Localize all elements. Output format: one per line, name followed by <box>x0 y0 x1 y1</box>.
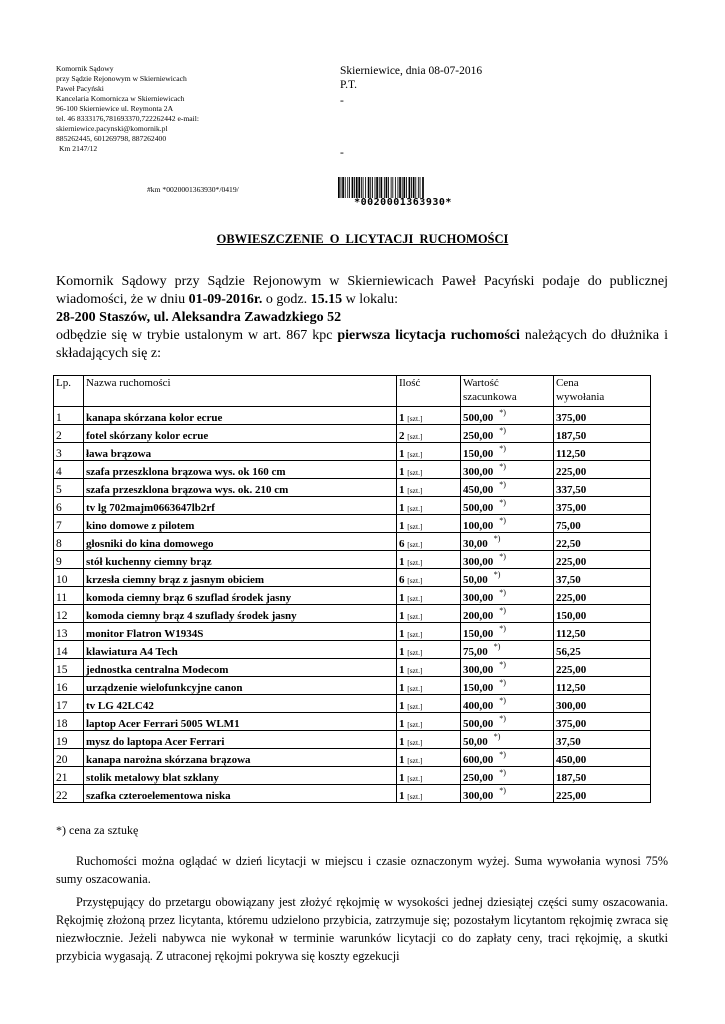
qty-value: 1 <box>399 700 405 712</box>
row-lp: 8 <box>54 533 84 551</box>
row-lp: 16 <box>54 677 84 695</box>
col-price <box>554 376 651 407</box>
unit-label: [szt.] <box>407 540 423 549</box>
qty-value: 2 <box>399 430 405 442</box>
unit-label: [szt.] <box>407 630 423 639</box>
row-value <box>461 749 554 767</box>
row-qty <box>397 551 461 569</box>
intro-text: Komornik Sądowy przy Sądzie Rejonowym w Skierniewicach Paweł Pacyński podaje do publicznej wiadomości, że w dniu <box>56 274 668 307</box>
row-name: tv LG 42LC42 <box>84 695 397 713</box>
value-amount: 150,00 <box>463 682 494 694</box>
unit-label: [szt.] <box>407 450 423 459</box>
unit-label: [szt.] <box>407 522 423 531</box>
bailiff-line: tel. 46 8333176,781693370,722262442 e-mail: <box>56 114 200 124</box>
value-amount: 300,00 <box>463 664 494 676</box>
value-amount: 30,00 <box>463 538 488 550</box>
unit-label: [szt.] <box>407 414 423 423</box>
row-price: 337,50 <box>554 479 651 497</box>
row-name: tv lg 702majm0663647lb2rf <box>84 497 397 515</box>
bailiff-line: skierniewice.pacynski@komornik.pl <box>56 124 168 134</box>
row-qty <box>397 569 461 587</box>
qty-value: 1 <box>399 736 405 748</box>
table-row <box>54 767 651 785</box>
table-row <box>54 515 651 533</box>
intro-text: odbędzie się w trybie ustalonym w art. 867 kpc <box>56 328 338 343</box>
row-lp: 6 <box>54 497 84 515</box>
row-lp: 10 <box>54 569 84 587</box>
row-price: 375,00 <box>554 497 651 515</box>
unit-label: [szt.] <box>407 720 423 729</box>
row-qty <box>397 515 461 533</box>
qty-value: 1 <box>399 448 405 460</box>
row-qty <box>397 785 461 803</box>
unit-label: [szt.] <box>407 594 423 603</box>
table-row <box>54 425 651 443</box>
unit-label: [szt.] <box>407 612 423 621</box>
row-value <box>461 587 554 605</box>
qty-value: 1 <box>399 682 405 694</box>
value-amount: 400,00 <box>463 700 494 712</box>
row-price: 225,00 <box>554 551 651 569</box>
value-amount: 300,00 <box>463 592 494 604</box>
row-qty <box>397 533 461 551</box>
row-name: szafka czteroelementowa niska <box>84 785 397 803</box>
row-qty <box>397 605 461 623</box>
row-lp: 19 <box>54 731 84 749</box>
table-row <box>54 677 651 695</box>
table-row <box>54 623 651 641</box>
dash: - <box>340 95 344 107</box>
row-value <box>461 695 554 713</box>
place-date: Skierniewice, dnia 08-07-2016 <box>340 65 483 77</box>
row-name: krzesła ciemny brąz z jasnym obiciem <box>84 569 397 587</box>
row-price: 187,50 <box>554 425 651 443</box>
row-qty <box>397 641 461 659</box>
row-lp: 13 <box>54 623 84 641</box>
per-unit-marker: *) <box>499 714 506 723</box>
qty-value: 1 <box>399 592 405 604</box>
per-unit-marker: *) <box>499 516 506 525</box>
row-value <box>461 407 554 425</box>
table-row <box>54 587 651 605</box>
row-qty <box>397 767 461 785</box>
row-qty <box>397 623 461 641</box>
deposit-text: Przystępujący do przetargu obowiązany jest złożyć rękojmię w wysokości jednej dziesiątej części sumy oszacowania. Rękojmię złożoną przez licytanta, któremu udzielono przybicia, zatrzymuje się; pozostałym licytantom rękojmię zwraca się niezwłocznie. Jeżeli nabywca nie wykonał w terminie warunków licytacji co do zapłaty ceny, traci rękojmię, a skutki przybicia wygasają. Z utraconej rękojmi pokrywa się koszty egzekucji <box>56 895 668 963</box>
row-price: 187,50 <box>554 767 651 785</box>
row-value <box>461 713 554 731</box>
table-row <box>54 731 651 749</box>
row-value <box>461 461 554 479</box>
row-value <box>461 605 554 623</box>
bailiff-line: przy Sądzie Rejonowym w Skierniewicach <box>56 74 187 84</box>
table-row <box>54 569 651 587</box>
row-qty <box>397 497 461 515</box>
row-lp: 17 <box>54 695 84 713</box>
row-price: 56,25 <box>554 641 651 659</box>
document-title: OBWIESZCZENIE O LICYTACJI RUCHOMOŚCI <box>216 232 509 246</box>
recipient-pt: P.T. <box>340 79 358 91</box>
row-name: jednostka centralna Modecom <box>84 659 397 677</box>
per-unit-marker: *) <box>499 552 506 561</box>
row-value <box>461 659 554 677</box>
bailiff-line: Paweł Pacyński <box>56 84 104 94</box>
row-price: 225,00 <box>554 461 651 479</box>
row-qty <box>397 587 461 605</box>
row-lp: 12 <box>54 605 84 623</box>
value-amount: 150,00 <box>463 448 494 460</box>
row-lp: 11 <box>54 587 84 605</box>
table-row <box>54 533 651 551</box>
row-value <box>461 569 554 587</box>
unit-label: [szt.] <box>407 756 423 765</box>
row-lp: 15 <box>54 659 84 677</box>
unit-label: [szt.] <box>407 504 423 513</box>
per-unit-marker: *) <box>499 444 506 453</box>
col-name: Nazwa ruchomości <box>84 376 397 407</box>
viewing-paragraph <box>56 852 668 888</box>
row-qty <box>397 659 461 677</box>
per-unit-marker: *) <box>499 498 506 507</box>
row-qty <box>397 443 461 461</box>
per-unit-marker: *) <box>499 480 506 489</box>
table-row <box>54 659 651 677</box>
row-value <box>461 767 554 785</box>
row-price: 37,50 <box>554 569 651 587</box>
table-row <box>54 749 651 767</box>
row-lp: 22 <box>54 785 84 803</box>
row-qty <box>397 479 461 497</box>
unit-label: [szt.] <box>407 576 423 585</box>
bailiff-line: 885262445, 601269798, 887262400 <box>56 134 167 144</box>
bailiff-line: 96-100 Skierniewice ul. Reymonta 2A <box>56 104 174 114</box>
unit-label: [szt.] <box>407 468 423 477</box>
first-auction: pierwsza licytacja ruchomości <box>337 328 520 343</box>
per-unit-marker: *) <box>499 606 506 615</box>
value-amount: 250,00 <box>463 772 494 784</box>
per-unit-marker: *) <box>493 570 501 579</box>
qty-value: 1 <box>399 754 405 766</box>
per-unit-marker: *) <box>499 768 506 777</box>
intro-text: o godz. <box>262 292 311 307</box>
bailiff-header <box>56 64 199 154</box>
value-amount: 250,00 <box>463 430 494 442</box>
per-unit-marker: *) <box>499 588 506 597</box>
row-lp: 3 <box>54 443 84 461</box>
row-name: stół kuchenny ciemny brąz <box>84 551 397 569</box>
bailiff-line: Kancelaria Komornicza w Skierniewicach <box>56 94 185 104</box>
value-amount: 500,00 <box>463 718 494 730</box>
value-amount: 500,00 <box>463 502 494 514</box>
row-value <box>461 425 554 443</box>
row-price: 300,00 <box>554 695 651 713</box>
qty-value: 6 <box>399 574 405 586</box>
row-lp: 9 <box>54 551 84 569</box>
row-price: 450,00 <box>554 749 651 767</box>
unit-label: [szt.] <box>407 774 423 783</box>
row-name: ława brązowa <box>84 443 397 461</box>
row-value <box>461 533 554 551</box>
row-lp: 21 <box>54 767 84 785</box>
per-unit-marker: *) <box>499 786 506 795</box>
col-lp: Lp. <box>54 376 84 407</box>
row-value <box>461 677 554 695</box>
col-price-line2: wywołania <box>556 391 605 403</box>
qty-value: 1 <box>399 484 405 496</box>
auction-address: 28-200 Staszów, ul. Aleksandra Zawadzkiego 52 <box>56 310 342 325</box>
unit-label: [szt.] <box>407 666 423 675</box>
items-table <box>53 375 651 803</box>
table-row <box>54 443 651 461</box>
row-price: 112,50 <box>554 623 651 641</box>
qty-value: 1 <box>399 502 405 514</box>
qty-value: 1 <box>399 520 405 532</box>
row-qty <box>397 425 461 443</box>
qty-value: 1 <box>399 646 405 658</box>
qty-value: 1 <box>399 556 405 568</box>
col-value <box>461 376 554 407</box>
row-price: 375,00 <box>554 407 651 425</box>
row-price: 112,50 <box>554 443 651 461</box>
row-name: kanapa narożna skórzana brązowa <box>84 749 397 767</box>
auction-date: 01-09-2016r. <box>188 292 263 307</box>
qty-value: 1 <box>399 790 405 802</box>
table-row <box>54 461 651 479</box>
per-unit-marker: *) <box>493 732 501 741</box>
row-lp: 14 <box>54 641 84 659</box>
footnote: *) cena za sztukę <box>56 823 139 837</box>
value-amount: 500,00 <box>463 412 494 424</box>
row-qty <box>397 713 461 731</box>
value-amount: 600,00 <box>463 754 494 766</box>
qty-value: 1 <box>399 610 405 622</box>
table-row <box>54 407 651 425</box>
row-price: 225,00 <box>554 785 651 803</box>
row-name: szafa przeszklona brązowa wys. ok 160 cm <box>84 461 397 479</box>
per-unit-marker: *) <box>499 696 506 705</box>
qty-value: 1 <box>399 664 405 676</box>
value-amount: 200,00 <box>463 610 494 622</box>
qty-value: 6 <box>399 538 405 550</box>
table-row <box>54 479 651 497</box>
row-name: szafa przeszklona brązowa wys. ok. 210 cm <box>84 479 397 497</box>
table-header-row <box>54 376 651 407</box>
table-row <box>54 551 651 569</box>
row-qty <box>397 461 461 479</box>
unit-label: [szt.] <box>407 432 423 441</box>
row-lp: 20 <box>54 749 84 767</box>
unit-label: [szt.] <box>407 738 423 747</box>
row-qty <box>397 731 461 749</box>
row-name: komoda ciemny brąz 4 szuflady środek jasny <box>84 605 397 623</box>
row-lp: 4 <box>54 461 84 479</box>
dash: - <box>340 147 344 159</box>
value-amount: 300,00 <box>463 556 494 568</box>
bailiff-line: Komornik Sądowy <box>56 64 114 73</box>
per-unit-marker: *) <box>499 750 506 759</box>
row-qty <box>397 407 461 425</box>
table-row <box>54 785 651 803</box>
row-name: klawiatura A4 Tech <box>84 641 397 659</box>
row-price: 112,50 <box>554 677 651 695</box>
row-price: 75,00 <box>554 515 651 533</box>
unit-label: [szt.] <box>407 558 423 567</box>
row-qty <box>397 695 461 713</box>
row-name: głosniki do kina domowego <box>84 533 397 551</box>
col-price-line1: Cena <box>556 377 579 389</box>
row-value <box>461 497 554 515</box>
row-value <box>461 515 554 533</box>
row-value <box>461 785 554 803</box>
value-amount: 75,00 <box>463 646 488 658</box>
row-lp: 1 <box>54 407 84 425</box>
qty-value: 1 <box>399 718 405 730</box>
unit-label: [szt.] <box>407 792 423 801</box>
unit-label: [szt.] <box>407 648 423 657</box>
row-name: komoda ciemny brąz 6 szuflad środek jasny <box>84 587 397 605</box>
value-amount: 450,00 <box>463 484 494 496</box>
intro-text: w lokalu: <box>345 292 399 307</box>
intro-text: należących do dłużnika i składających się z: <box>56 328 668 361</box>
value-amount: 50,00 <box>463 736 488 748</box>
col-qty: Ilość <box>397 376 461 407</box>
row-price: 225,00 <box>554 659 651 677</box>
row-value <box>461 551 554 569</box>
per-unit-marker: *) <box>493 642 501 651</box>
row-name: monitor Flatron W1934S <box>84 623 397 641</box>
col-value-line1: Wartość <box>463 377 499 389</box>
table-row <box>54 695 651 713</box>
row-price: 225,00 <box>554 587 651 605</box>
qty-value: 1 <box>399 772 405 784</box>
per-unit-marker: *) <box>499 462 506 471</box>
unit-label: [szt.] <box>407 486 423 495</box>
row-price: 22,50 <box>554 533 651 551</box>
unit-label: [szt.] <box>407 684 423 693</box>
row-name: kino domowe z pilotem <box>84 515 397 533</box>
value-amount: 300,00 <box>463 466 494 478</box>
qty-value: 1 <box>399 412 405 424</box>
row-price: 375,00 <box>554 713 651 731</box>
qty-value: 1 <box>399 628 405 640</box>
value-amount: 300,00 <box>463 790 494 802</box>
table-row <box>54 605 651 623</box>
per-unit-marker: *) <box>499 678 506 687</box>
row-name: kanapa skórzana kolor ecrue <box>84 407 397 425</box>
row-value <box>461 623 554 641</box>
row-name: fotel skórzany kolor ecrue <box>84 425 397 443</box>
col-value-line2: szacunkowa <box>463 391 517 403</box>
row-price: 37,50 <box>554 731 651 749</box>
value-amount: 150,00 <box>463 628 494 640</box>
table-row <box>54 497 651 515</box>
auction-time: 15.15 <box>310 292 346 307</box>
row-value <box>461 479 554 497</box>
recipient-block <box>340 64 482 160</box>
per-unit-marker: *) <box>499 660 506 669</box>
row-value <box>461 641 554 659</box>
row-qty <box>397 749 461 767</box>
table-row <box>54 713 651 731</box>
row-lp: 7 <box>54 515 84 533</box>
deposit-paragraph <box>56 893 668 965</box>
unit-label: [szt.] <box>407 702 423 711</box>
per-unit-marker: *) <box>499 624 506 633</box>
intro-paragraph <box>56 273 668 363</box>
per-unit-marker: *) <box>499 426 506 435</box>
row-name: urządzenie wielofunkcyjne canon <box>84 677 397 695</box>
value-amount: 100,00 <box>463 520 494 532</box>
table-row <box>54 641 651 659</box>
case-number: Km 2147/12 <box>59 144 98 154</box>
row-price: 150,00 <box>554 605 651 623</box>
row-name: laptop Acer Ferrari 5005 WLM1 <box>84 713 397 731</box>
row-lp: 2 <box>54 425 84 443</box>
viewing-text: Ruchomości można oglądać w dzień licytacji w miejscu i czasie oznaczonym wyżej. Suma wywołania wynosi 75% sumy oszacowania. <box>56 854 668 886</box>
row-lp: 18 <box>54 713 84 731</box>
value-amount: 50,00 <box>463 574 488 586</box>
row-qty <box>397 677 461 695</box>
row-value <box>461 731 554 749</box>
per-unit-marker: *) <box>499 408 506 417</box>
reference-code: #km *0020001363930*/0419/ <box>147 185 239 194</box>
row-name: stolik metalowy blat szklany <box>84 767 397 785</box>
qty-value: 1 <box>399 466 405 478</box>
row-value <box>461 443 554 461</box>
row-name: mysz do laptopa Acer Ferrari <box>84 731 397 749</box>
per-unit-marker: *) <box>493 534 501 543</box>
row-lp: 5 <box>54 479 84 497</box>
barcode-text: *0020001363930* <box>354 197 452 208</box>
